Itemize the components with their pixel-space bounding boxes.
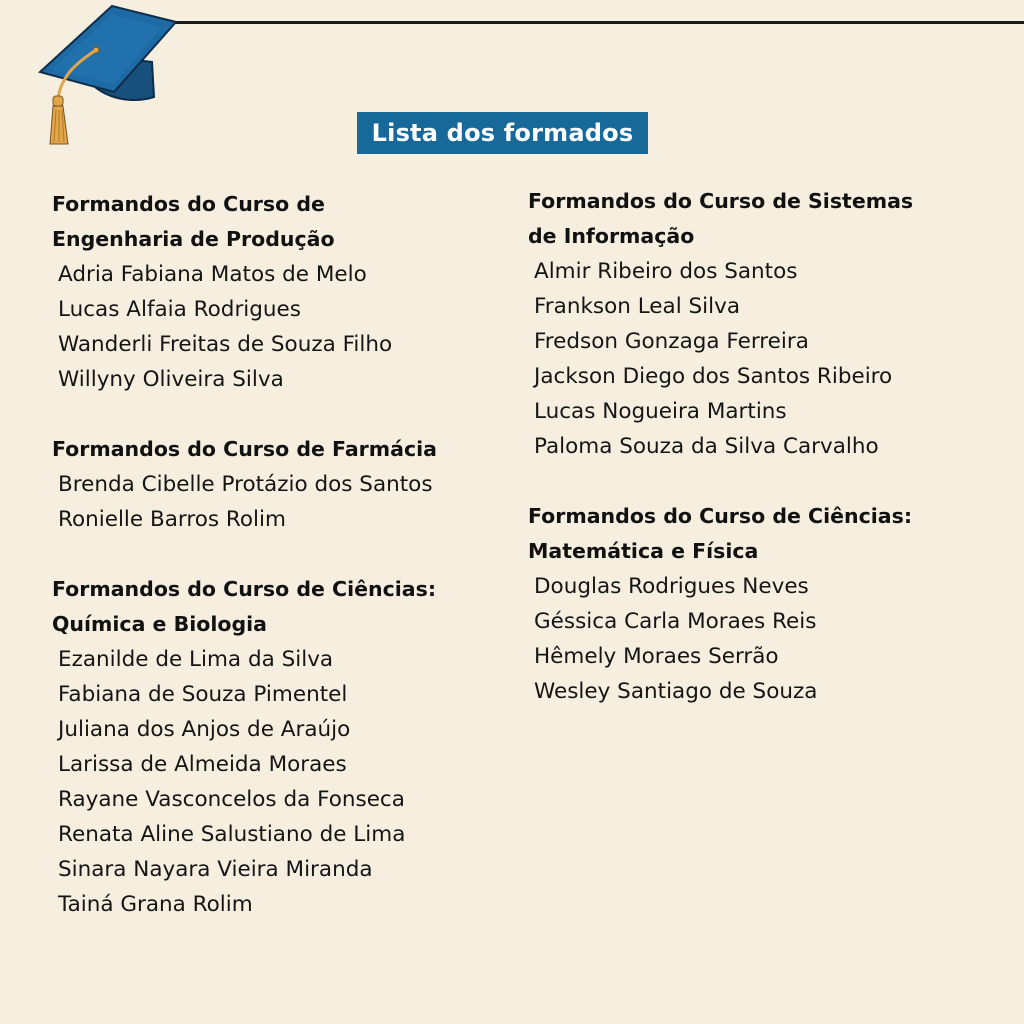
graduate-name: Tainá Grana Rolim [58, 892, 253, 917]
graduate-name: Jackson Diego dos Santos Ribeiro [534, 364, 893, 389]
graduate-name: Rayane Vasconcelos da Fonseca [58, 787, 405, 812]
graduate-name: Ezanilde de Lima da Silva [58, 647, 334, 672]
graduate-name: Adria Fabiana Matos de Melo [58, 262, 367, 287]
course-section [528, 499, 998, 709]
graduate-name: Wesley Santiago de Souza [534, 679, 818, 704]
course-title [52, 187, 522, 257]
course-section [52, 432, 522, 537]
graduate-name: Paloma Souza da Silva Carvalho [534, 434, 879, 459]
graduate-name: Fredson Gonzaga Ferreira [534, 329, 809, 354]
graduate-name: Sinara Nayara Vieira Miranda [58, 857, 373, 882]
course-title [528, 184, 998, 254]
graduate-name: Almir Ribeiro dos Santos [534, 259, 798, 284]
graduate-name: Lucas Alfaia Rodrigues [58, 297, 301, 322]
graduate-name: Brenda Cibelle Protázio dos Santos [58, 472, 433, 497]
graduate-name: Douglas Rodrigues Neves [534, 574, 809, 599]
course-title-line: Engenharia de Produção [52, 227, 335, 251]
graduate-name: Willyny Oliveira Silva [58, 367, 284, 392]
course-title-line: Matemática e Física [528, 539, 759, 563]
left-column [52, 187, 522, 957]
course-title-line: Formandos do Curso de [52, 192, 325, 216]
page-title: Lista dos formados [357, 112, 648, 154]
course-title [52, 572, 522, 642]
graduate-name: Lucas Nogueira Martins [534, 399, 787, 424]
course-section [528, 184, 998, 464]
graduate-name: Renata Aline Salustiano de Lima [58, 822, 406, 847]
graduate-name: Ronielle Barros Rolim [58, 507, 286, 532]
graduate-name: Géssica Carla Moraes Reis [534, 609, 817, 634]
course-title-line: Formandos do Curso de Ciências: [52, 577, 437, 601]
course-section [52, 572, 522, 922]
top-divider-line [150, 21, 1024, 24]
course-title-line: Formandos do Curso de Farmácia [52, 437, 437, 461]
graduate-name: Juliana dos Anjos de Araújo [58, 717, 351, 742]
graduate-name: Wanderli Freitas de Souza Filho [58, 332, 393, 357]
course-section [52, 187, 522, 397]
graduate-list [528, 569, 998, 709]
right-column [528, 184, 998, 744]
graduate-name: Hêmely Moraes Serrão [534, 644, 779, 669]
course-title-line: de Informação [528, 224, 695, 248]
graduate-name: Fabiana de Souza Pimentel [58, 682, 348, 707]
graduate-list [528, 254, 998, 464]
graduate-name: Frankson Leal Silva [534, 294, 741, 319]
graduate-name: Larissa de Almeida Moraes [58, 752, 347, 777]
graduate-list [52, 642, 522, 922]
course-title [528, 499, 998, 569]
course-title-line: Formandos do Curso de Sistemas [528, 189, 914, 213]
course-title [52, 432, 522, 467]
course-title-line: Formandos do Curso de Ciências: [528, 504, 913, 528]
graduate-list [52, 467, 522, 537]
course-title-line: Química e Biologia [52, 612, 267, 636]
graduate-list [52, 257, 522, 397]
graduation-cap-icon [34, 2, 184, 150]
